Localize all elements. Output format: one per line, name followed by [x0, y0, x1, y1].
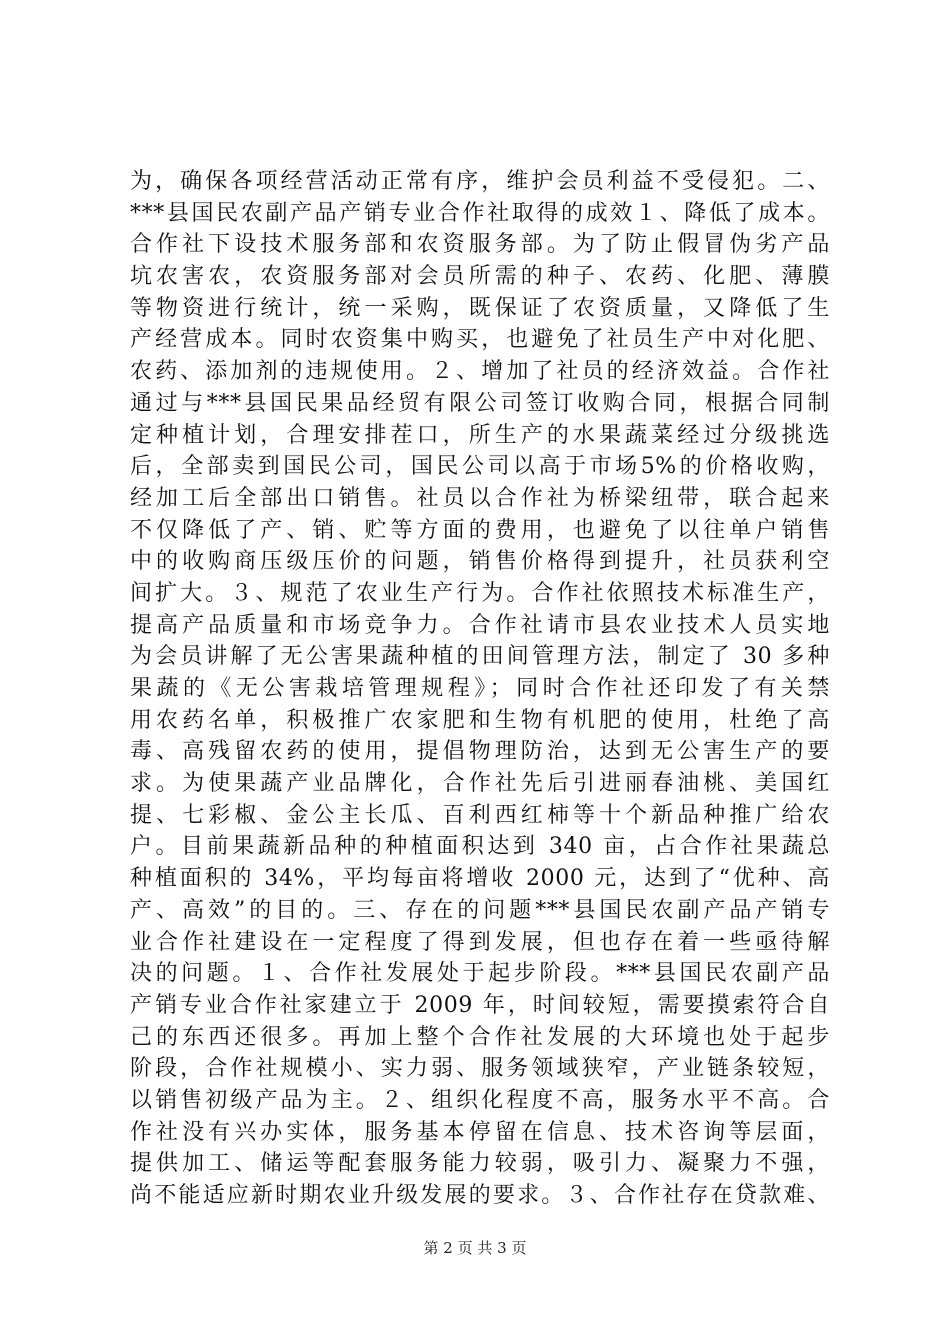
page-number-footer: 第 2 页 共 3 页 [423, 1239, 527, 1257]
body-text [130, 166, 830, 1212]
text-line: 提高产品质量和市场竞争力。合作社请市县农业技术人员实地 [130, 612, 830, 638]
text-line: 种植面积的 34%，平均每亩将增收 2000 元，达到了“优种、高 [130, 866, 830, 892]
text-line: 尚不能适应新时期农业升级发展的要求。３、合作社存在贷款难、 [130, 1183, 830, 1208]
text-line: 提、七彩椒、金公主长瓜、百利西红柿等十个新品种推广给农 [130, 802, 830, 828]
text-line: 为会员讲解了无公害果蔬种植的田间管理方法，制定了 30 多种 [130, 644, 830, 670]
text-line: 产经营成本。同时农资集中购买，也避免了社员生产中对化肥、 [130, 327, 830, 353]
text-line: 合作社下设技术服务部和农资服务部。为了防止假冒伪劣产品 [130, 232, 830, 258]
text-line: 等物资进行统计，统一采购，既保证了农资质量，又降低了生 [130, 295, 830, 321]
text-line: 产、高效”的目的。三、存在的问题***县国民农副产品产销专 [130, 897, 830, 923]
text-line: 业合作社建设在一定程度了得到发展，但也存在着一些亟待解 [130, 929, 830, 955]
text-line: 通过与***县国民果品经贸有限公司签订收购合同，根据合同制 [130, 390, 830, 416]
text-line: 坑农害农，农资服务部对会员所需的种子、农药、化肥、薄膜 [130, 264, 830, 290]
text-line: 中的收购商压级压价的问题，销售价格得到提升，社员获利空 [130, 549, 830, 575]
text-line: 后，全部卖到国民公司，国民公司以高于市场5%的价格收购， [130, 454, 830, 480]
text-line: 产销专业合作社家建立于 2009 年，时间较短，需要摸索符合自 [130, 992, 830, 1018]
text-line: ***县国民农副产品产销专业合作社取得的成效１、降低了成本。 [130, 200, 830, 226]
text-line: 己的东西还很多。再加上整个合作社发展的大环境也处于起步 [130, 1024, 830, 1050]
text-line: 以销售初级产品为主。２、组织化程度不高，服务水平不高。合 [130, 1087, 830, 1113]
text-line: 用农药名单，积极推广农家肥和生物有机肥的使用，杜绝了高 [130, 707, 830, 733]
text-line: 决的问题。１、合作社发展处于起步阶段。***县国民农副产品 [130, 961, 830, 987]
text-line: 毒、高残留农药的使用，提倡物理防治，达到无公害生产的要 [130, 739, 830, 765]
text-line: 阶段，合作社规模小、实力弱、服务领域狭窄，产业链条较短， [130, 1056, 830, 1082]
text-line: 不仅降低了产、销、贮等方面的费用，也避免了以往单户销售 [130, 517, 830, 543]
text-line: 间扩大。３、规范了农业生产行为。合作社依照技术标准生产， [130, 580, 830, 606]
text-line: 农药、添加剂的违规使用。２、增加了社员的经济效益。合作社 [130, 359, 830, 385]
text-line: 提供加工、储运等配套服务能力较弱，吸引力、凝聚力不强， [130, 1151, 830, 1177]
text-line: 经加工后全部出口销售。社员以合作社为桥梁纽带，联合起来 [130, 485, 830, 511]
text-line: 定种植计划，合理安排茬口，所生产的水果蔬菜经过分级挑选 [130, 422, 830, 448]
text-line: 户。目前果蔬新品种的种植面积达到 340 亩，占合作社果蔬总 [130, 834, 830, 860]
text-line: 作社没有兴办实体，服务基本停留在信息、技术咨询等层面， [130, 1119, 830, 1145]
text-line: 果蔬的《无公害栽培管理规程》；同时合作社还印发了有关禁 [130, 676, 830, 701]
text-line: 求。为使果蔬产业品牌化，合作社先后引进丽春油桃、美国红 [130, 771, 830, 797]
text-line: 为，确保各项经营活动正常有序，维护会员利益不受侵犯。二、 [130, 169, 830, 194]
